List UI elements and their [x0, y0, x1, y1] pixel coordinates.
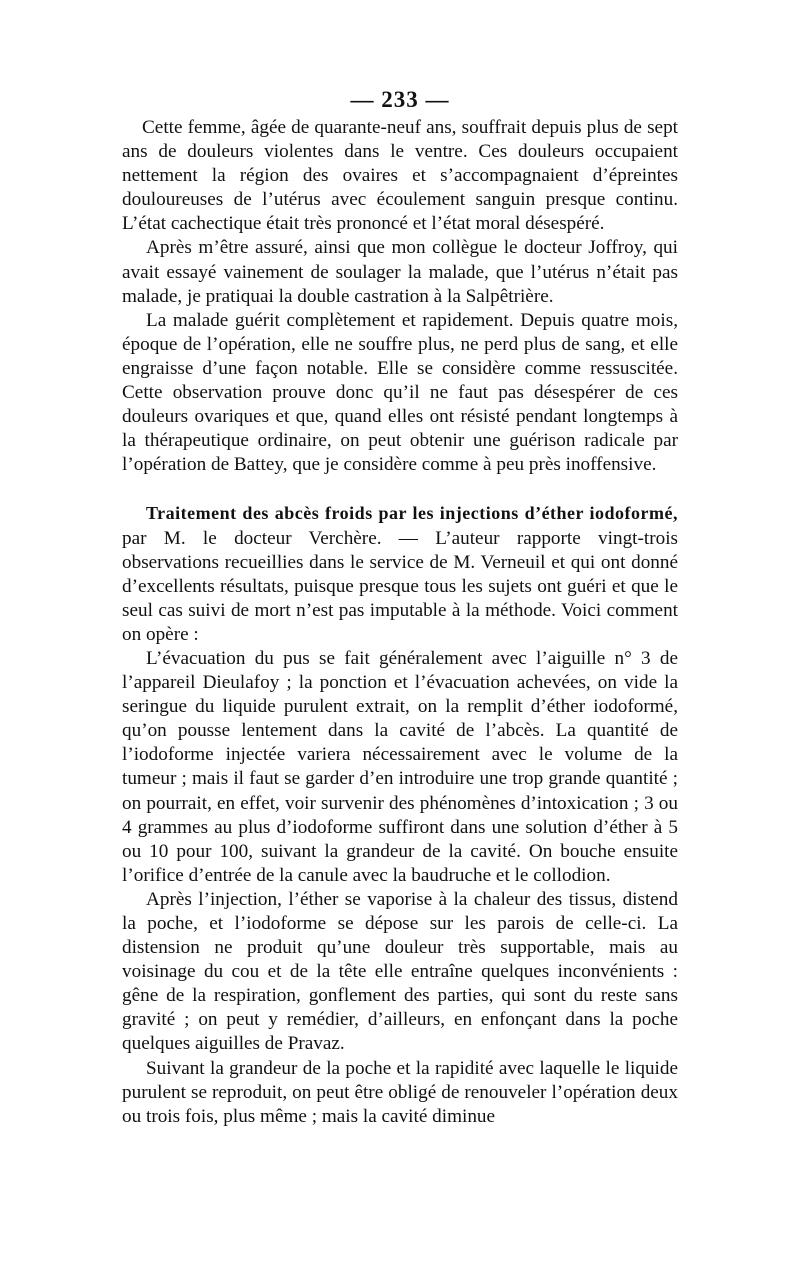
paragraph-repetition: Suivant la grandeur de la poche et la rapidité avec laquelle le liquide purulent se reproduit, on peut être obligé de renouveler l’opération deux ou trois fois, plus même ; mais la cavité diminue [122, 1057, 678, 1127]
page-number: — 233 — [350, 87, 450, 112]
paragraph-after-injection: Après l’injection, l’éther se vaporise à la chaleur des tissus, distend la poche, et l’iodoforme se dépose sur les parois de celle-ci. La distension ne produit qu’une douleur très supportable, mais au voisinage du cou et de la tête elle entraîne quelques inconvénients : gêne de la respiration, gonflement des parties, qui sont du reste sans gravité ; on peut y remédier, d’ailleurs, en enfonçant dans la poche quelques aiguilles de Pravaz. [122, 888, 678, 1055]
paragraph-castration: Après m’être assuré, ainsi que mon collègue le docteur Joffroy, qui avait essayé vainement de soulager la malade, que l’utérus n’était pas malade, je pratiquai la double castration à la Salpêtrière. [122, 237, 678, 307]
paragraph-evacuation: L’évacuation du pus se fait généralement avec l’aiguille n° 3 de l’appareil Dieulafoy ; la ponction et l’évacuation achevées, on vide la seringue du liquide purulent extrait, on la remplit d’éther iodoformé, qu’on pousse lentement dans la cavité de l’abcès. La quantité de l’iodoforme injectée variera nécessairement avec le volume de la tumeur ; mais il faut se garder d’en introduire une trop grande quantité ; on pourrait, en effet, voir survenir des phénomènes d’intoxication ; 3 ou 4 grammes au plus d’iodoforme suffiront dans une solution d’éther à 5 ou 10 pour 100, suivant la grandeur de la cavité. On bouche ensuite l’orifice d’entrée de la canule avec la baudruche et le collodion. [122, 647, 678, 886]
paragraph-patient-history: Cette femme, âgée de quarante-neuf ans, souffrait depuis plus de sept ans de douleurs violentes dans le ventre. Ces douleurs occupaient nettement la région des ovaires et s’accompagnaient d’épreintes douloureuses de l’utérus avec écoulement sanguin presque continu. L’état cachectique était très prononcé et l’état moral désespéré. [122, 117, 678, 235]
section-abscess-treatment [122, 501, 678, 1128]
page-body [122, 116, 678, 1129]
section-heading-continuation: par M. le docteur Verchère. — L’auteur rapporte vingt-trois observations recueillies dans le service de M. Verneuil et qui ont donné d’excellents résultats, puisque presque tous les sujets ont guéri et que le seul cas suivi de mort n’est pas imputable à la méthode. Voici comment on opère : [122, 527, 678, 645]
section-heading: Traitement des abcès froids par les injections d’éther iodoformé, [146, 503, 678, 524]
section-intro-paragraph [122, 501, 678, 647]
paragraph-recovery: La malade guérit complètement et rapidement. Depuis quatre mois, époque de l’opération, elle ne souffre plus, ne perd plus de sang, et elle engraisse d’une façon notable. Elle se considère comme ressuscitée. Cette observation prouve donc qu’il ne faut pas désespérer de ces douleurs ovariques et que, quand elles ont résisté pendant longtemps à la thérapeutique ordinaire, on peut obtenir une guérison radicale par l’opération de Battey, que je considère comme à peu près inoffensive. [122, 309, 678, 476]
